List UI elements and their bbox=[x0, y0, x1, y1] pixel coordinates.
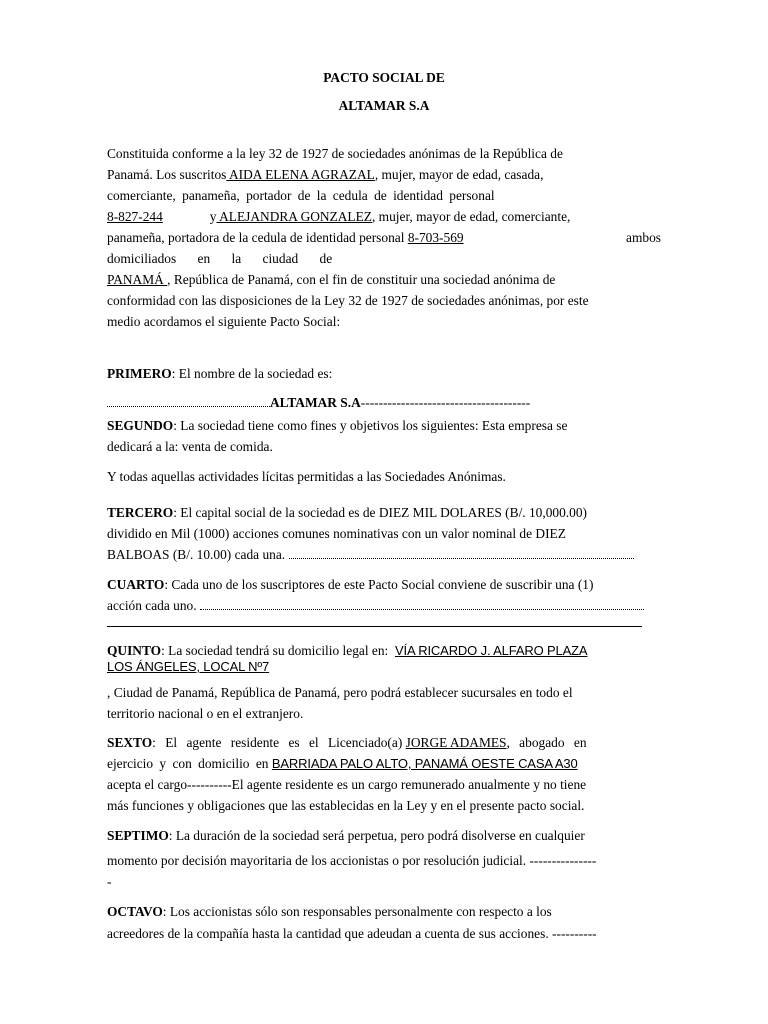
intro-line bbox=[107, 269, 661, 290]
article-text: ejercicio y con domicilio en bbox=[107, 756, 269, 771]
article-cuarto-line bbox=[107, 595, 661, 616]
subscriber-name-2: ALEJANDRA GONZALEZ bbox=[216, 209, 372, 224]
intro-line bbox=[107, 227, 661, 248]
legal-address-line-2: LOS ÁNGELES, LOCAL Nº7 bbox=[107, 659, 270, 674]
article-quinto-addr bbox=[107, 656, 661, 677]
article-text: : La sociedad tiene como fines y objetivos los siguientes: Esta empresa se bbox=[173, 418, 568, 433]
article-septimo-line: momento por decisión mayoritaria de los accionistas o por resolución judicial. --------------- bbox=[107, 853, 597, 868]
article-segundo-extra: Y todas aquellas actividades lícitas permitidas a las Sociedades Anónimas. bbox=[107, 469, 506, 484]
article-tercero bbox=[107, 502, 661, 523]
article-tercero-line: dividido en Mil (1000) acciones comunes nominativas con un valor nominal de DIEZ bbox=[107, 526, 566, 541]
intro-line: Constituida conforme a la ley 32 de 1927 de sociedades anónimas de la República de bbox=[107, 146, 563, 161]
article-sexto-line bbox=[107, 753, 661, 774]
article-label: SEGUNDO bbox=[107, 418, 174, 433]
intro-text: Panamá. Los suscritos bbox=[107, 167, 227, 182]
article-segundo-line: dedicará a la: venta de comida. bbox=[107, 439, 273, 454]
article-quinto-line: , Ciudad de Panamá, República de Panamá, pero podrá establecer sucursales en todo el bbox=[107, 685, 573, 700]
article-text: BALBOAS (B/. 10.00) cada una. bbox=[107, 547, 286, 562]
intro-text: , mujer, mayor de edad, comerciante, bbox=[371, 209, 571, 224]
resident-agent-name: JORGE ADAMES bbox=[405, 735, 507, 750]
intro-text: ambos bbox=[626, 230, 661, 245]
article-label: SEXTO bbox=[107, 735, 153, 750]
cedula-1: 8-827-244 bbox=[107, 209, 163, 224]
dotted-leader bbox=[289, 557, 634, 559]
dash-leader: -------------------------------------- bbox=[360, 395, 531, 410]
cedula-2: 8-703-569 bbox=[407, 230, 464, 245]
agent-address: BARRIADA PALO ALTO, PANAMÁ OESTE CASA A30 bbox=[271, 756, 578, 771]
city-name: PANAMÁ bbox=[107, 272, 168, 287]
intro-line bbox=[107, 206, 661, 227]
article-quinto-line: territorio nacional o en el extranjero. bbox=[107, 706, 304, 721]
article-text: : El nombre de la sociedad es: bbox=[171, 366, 333, 381]
article-sexto-line: acepta el cargo----------El agente residente es un cargo remunerado anualmente y no tiene bbox=[107, 777, 587, 792]
article-label: SEPTIMO bbox=[107, 828, 169, 843]
article-sexto-line: más funciones y obligaciones que las establecidas en la Ley y en el presente pacto social. bbox=[107, 798, 585, 813]
article-tercero-line bbox=[107, 544, 661, 565]
article-label: OCTAVO bbox=[107, 904, 163, 919]
dotted-leader bbox=[200, 608, 644, 610]
company-name: ALTAMAR S.A bbox=[270, 395, 361, 410]
document-subtitle: ALTAMAR S.A bbox=[338, 98, 430, 113]
intro-text: , República de Panamá, con el fin de constituir una sociedad anónima de bbox=[167, 272, 556, 287]
intro-line: conformidad con las disposiciones de la Ley 32 de 1927 de sociedades anónimas, por este bbox=[107, 293, 589, 308]
article-sexto bbox=[107, 732, 661, 753]
legal-address-line-1: VÍA RICARDO J. ALFARO PLAZA bbox=[394, 643, 588, 658]
article-label: TERCERO bbox=[107, 505, 174, 520]
subscriber-name-1: AIDA ELENA AGRAZAL bbox=[226, 167, 375, 182]
article-octavo bbox=[107, 901, 661, 922]
article-text: : El agente residente es el Licenciado(a) bbox=[152, 735, 403, 750]
intro-text: , mujer, mayor de edad, casada, bbox=[374, 167, 544, 182]
company-name-line bbox=[107, 392, 661, 413]
article-septimo-line: - bbox=[107, 874, 112, 889]
article-octavo-line: acreedores de la compañía hasta la cantidad que adeudan a cuenta de sus acciones. ---------- bbox=[107, 926, 597, 941]
intro-text: y bbox=[209, 209, 217, 224]
article-label: CUARTO bbox=[107, 577, 165, 592]
article-cuarto bbox=[107, 574, 661, 595]
intro-line: comerciante, panameña, portador de la cedula de identidad personal bbox=[107, 188, 495, 203]
separator-line bbox=[107, 626, 642, 627]
article-text: : La duración de la sociedad será perpetua, pero podrá disolverse en cualquier bbox=[168, 828, 585, 843]
article-text: acción cada uno. bbox=[107, 598, 197, 613]
article-primero bbox=[107, 363, 661, 384]
document-title: PACTO SOCIAL DE bbox=[323, 70, 445, 85]
article-text: , abogado en bbox=[506, 735, 587, 750]
dotted-leader bbox=[107, 405, 270, 407]
article-text: : La sociedad tendrá su domicilio legal en: bbox=[161, 643, 389, 658]
article-text: : Cada uno de los suscriptores de este Pacto Social conviene de suscribir una (1) bbox=[164, 577, 594, 592]
article-segundo bbox=[107, 415, 661, 436]
article-text: : El capital social de la sociedad es de DIEZ MIL DOLARES (B/. 10,000.00) bbox=[173, 505, 588, 520]
intro-text: panameña, portadora de la cedula de identidad personal bbox=[107, 230, 405, 245]
article-label: QUINTO bbox=[107, 643, 162, 658]
article-label: PRIMERO bbox=[107, 366, 172, 381]
intro-line bbox=[107, 164, 661, 185]
article-text: : Los accionistas sólo son responsables personalmente con respecto a los bbox=[162, 904, 552, 919]
article-septimo bbox=[107, 825, 661, 846]
intro-line: medio acordamos el siguiente Pacto Social: bbox=[107, 314, 341, 329]
intro-line: domiciliados en la ciudad de bbox=[107, 251, 333, 266]
